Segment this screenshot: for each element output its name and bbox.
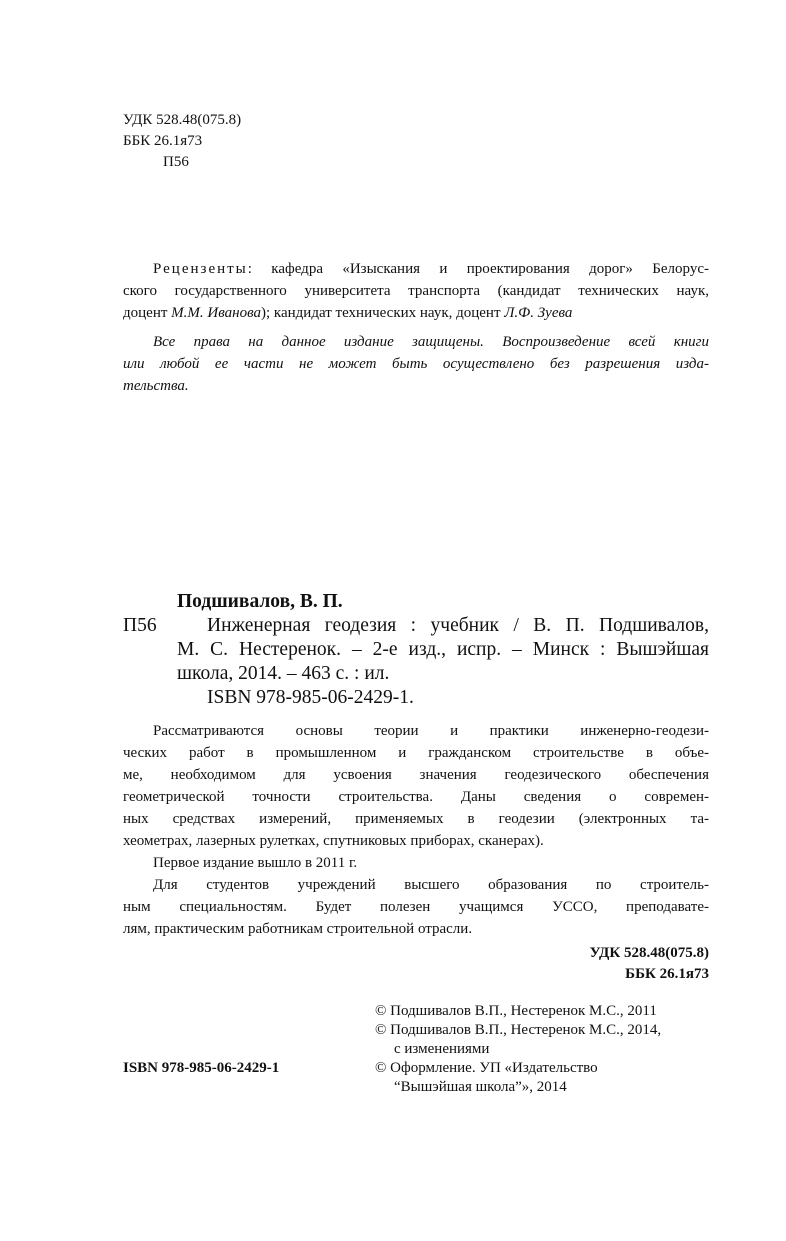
annotation-line: ме, необходимом для усвоения значения геодезического обеспечения <box>123 767 709 783</box>
udc-code: УДК 528.48(075.8) <box>123 112 242 128</box>
annotation-line: ных средствах измерений, применяемых в геодезии (электронных та- <box>123 811 709 827</box>
reviewers-line-3-mid: ); кандидат технических наук, доцент <box>261 305 505 321</box>
annotation-line: лям, практическим работникам строительной отрасли. <box>123 921 473 937</box>
copyright-2014-note: с изменениями <box>394 1041 490 1057</box>
annotation-line: ческих работ в промышленном и гражданском строительстве в объе- <box>123 745 709 761</box>
reviewers-line-2: ского государственного университета транспорта (кандидат технических наук, <box>123 283 709 299</box>
rights-line-2: или любой ее части не может быть осуществлено без разрешения изда- <box>123 356 709 372</box>
annotation-line: Для студентов учреждений высшего образования по строитель- <box>153 877 709 893</box>
rights-line-3: тельства. <box>123 378 189 394</box>
bbk-code: ББК 26.1я73 <box>123 133 203 149</box>
reviewer-name-1: М.М. Иванова <box>171 305 261 321</box>
isbn-bold: ISBN 978-985-06-2429-1 <box>123 1060 280 1076</box>
annotation-line: Рассматриваются основы теории и практики инженерно-геодези- <box>153 723 709 739</box>
bib-description <box>177 614 709 710</box>
bib-mark: П56 <box>123 615 157 636</box>
reviewers-line-1: : кафедра «Изыскания и проектирования дорог» Белорус- <box>247 261 709 277</box>
reviewers-label: Рецензенты <box>153 261 248 277</box>
author-mark: П56 <box>163 154 189 170</box>
copyright-2014: © Подшивалов В.П., Нестеренок М.С., 2014, <box>375 1022 662 1038</box>
bib-line-2: М. С. Нестеренок. – 2-е изд., испр. – Минск : Вышэйшая <box>177 639 709 660</box>
bottom-udc: УДК 528.48(075.8) <box>589 945 709 961</box>
bib-author: Подшивалов, В. П. <box>177 591 343 612</box>
bib-line-3: школа, 2014. – 463 с. : ил. <box>177 663 390 684</box>
reviewers-line-3-prefix: доцент <box>123 305 172 321</box>
annotation-line: хеометрах, лазерных рулетках, спутниковых приборах, сканерах). <box>123 833 544 849</box>
rights-notice <box>123 331 709 397</box>
annotation <box>123 720 709 940</box>
bib-isbn: ISBN 978-985-06-2429-1. <box>207 687 414 708</box>
copyright-design-publisher: “Вышэйшая школа”», 2014 <box>394 1079 567 1095</box>
reviewers-block <box>123 258 709 324</box>
copyright-design: © Оформление. УП «Издательство <box>375 1060 598 1076</box>
annotation-line: ным специальностям. Будет полезен учащимся УССО, преподавате- <box>123 899 709 915</box>
annotation-first-edition: Первое издание вышло в 2011 г. <box>153 855 358 871</box>
bib-line-1: Инженерная геодезия : учебник / В. П. Подшивалов, <box>207 615 709 636</box>
annotation-line: геометрической точности строительства. Даны сведения о современ- <box>123 789 709 805</box>
reviewer-name-2: Л.Ф. Зуева <box>504 305 573 321</box>
bottom-bbk: ББК 26.1я73 <box>625 966 709 982</box>
rights-line-1: Все права на данное издание защищены. Воспроизведение всей книги <box>153 334 709 350</box>
copyright-2011: © Подшивалов В.П., Нестеренок М.С., 2011 <box>375 1003 657 1019</box>
